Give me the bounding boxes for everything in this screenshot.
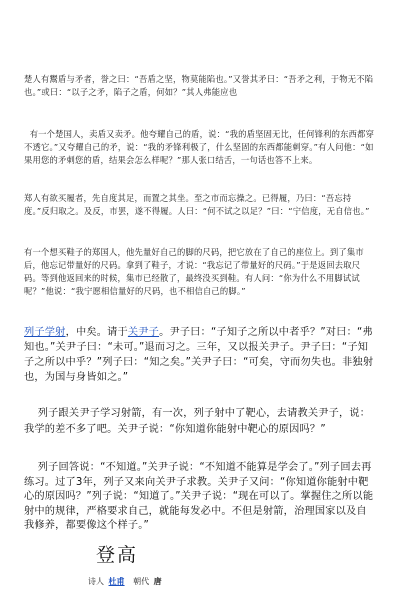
link-guanyinzi[interactable]: 关尹子 bbox=[127, 327, 160, 338]
poet-link[interactable]: 杜甫 bbox=[108, 577, 125, 586]
dynasty-label: 朝代 bbox=[133, 577, 150, 586]
classical-text-buying-shoes: 郑人有欲买履者，先自度其足，而置之其坐。至之市而忘操之。已得履，乃曰：“吾忘持度。”反归取之。及反，市罢，遂不得履。人曰：“何不试之以足？”曰：“宁信度，无自信也。” bbox=[24, 193, 370, 216]
link-liezi-xueshe[interactable]: 列子学射 bbox=[24, 327, 66, 338]
translation-shield-spear: 有一个楚国人，卖盾又卖矛。他夸耀自己的盾，说：“我的盾坚固无比，任何锋利的东西都穿不透它。”又夸耀自己的矛，说：“我的矛锋利极了，什么坚固的东西都能刺穿。”有人问他：“如果用您的矛刺您的盾，结果会怎么样呢？”那人张口结舌，一句话也答不上来。 bbox=[24, 129, 375, 165]
translation-liezi-part2: 列子回答说：“不知道。”关尹子说：“不知道不能算是学会了。”列子回去再练习。过了3年，列子又来向关尹子求教。关尹子又问：“你知道你能射中靶心的原因吗？”列子说：“知道了。”关尹子说：“现在可以了。掌握住之所以能射中的规律，严格要求自己，就能每发必中。不但是射箭，治理国家以及自我修养，都要像这个样子。” bbox=[24, 462, 374, 531]
poet-label: 诗人 bbox=[88, 577, 104, 586]
translation-liezi-part1: 列子跟关尹子学习射箭，有一次，列子射中了靶心，去请教关尹子，说：我学的差不多了吧。关尹子说：“你知道你能射中靶心的原因吗？” bbox=[24, 408, 371, 435]
poem-byline bbox=[88, 576, 162, 587]
dynasty-value: 唐 bbox=[153, 577, 162, 586]
translation-buying-shoes: 有一个想买鞋子的郑国人，他先量好自己的脚的尺码，把它放在了自己的座位上。到了集市后，他忘记带量好的尺码。拿到了鞋子，才说：“我忘记了带量好的尺码。”于是返回去取尺码。等到他返回来的时候，集市已经散了，最终没买到鞋。有人问：“你为什么不用脚试试呢？”他说：“我宁愿相信量好的尺码，也不相信自己的脚。” bbox=[24, 247, 364, 296]
text-fragment: ，中矣。请于 bbox=[65, 327, 128, 338]
classical-text-liezi-archery bbox=[24, 325, 376, 385]
text-fragment: 。尹子曰：“子知子之所以中者乎？”对曰：“弗知也。”关尹子曰：“未可。”退而习之。三年，又以报关尹子。尹子曰：“子知子之所以中乎？”列子曰：“知之矣。”关尹子曰：“可矣，守而勿失也。非独射也，为国与身皆如之。” bbox=[24, 327, 374, 383]
classical-text-shield-spear: 楚人有鬻盾与矛者，誉之曰：“吾盾之坚，物莫能陷也。”又誉其矛曰：“吾矛之利，于物无不陷也。”或曰：“以子之矛，陷子之盾，何如？”其人弗能应也 bbox=[24, 74, 374, 97]
poem-title: 登高 bbox=[96, 544, 139, 566]
